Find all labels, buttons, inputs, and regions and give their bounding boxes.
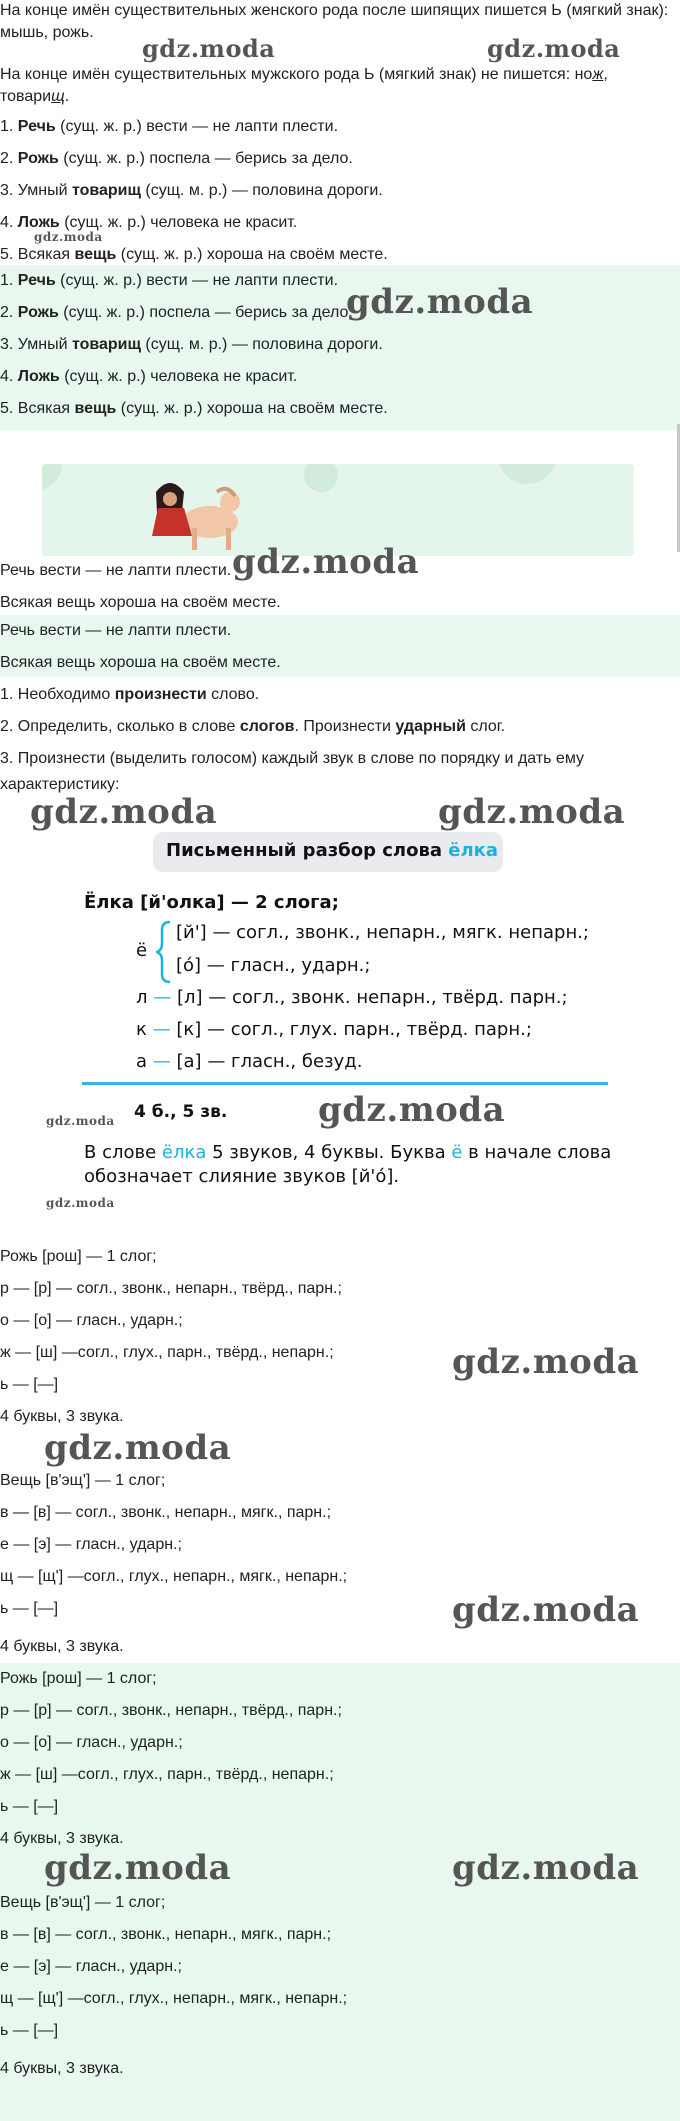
sound-row: [й'] — согл., звонк., непарн., мягк. непарн.; [176, 922, 589, 943]
analysis-head: Рожь [рош] — 1 слог; [0, 1248, 157, 1265]
divider [82, 1082, 608, 1085]
proverb-item: 3. Умный товарищ (сущ. м. р.) — половина дороги. [0, 182, 383, 199]
analysis-row: ь — [—] [0, 1600, 59, 1617]
analysis-row: ь — [—] [0, 2022, 59, 2039]
step-3: 3. Произнести (выделить голосом) каждый звук в слове по порядку и дать ему [0, 750, 585, 767]
word-syllables: Ёлка [й'олка] — 2 слога; [84, 892, 339, 913]
proverb-item: 1. Речь (сущ. ж. р.) вести — не лапти плести. [0, 118, 339, 135]
decor-circle [497, 464, 557, 484]
rule-paragraph-1: На конце имён существительных женского рода после шипящих пишется Ь (мягкий знак): мышь, рожь. [0, 2, 669, 41]
proverb-item: 2. Рожь (сущ. ж. р.) поспела — берись за дело. [0, 150, 353, 167]
step-2: 2. Определить, сколько в слове слогов. Произнести ударный слог. [0, 718, 506, 735]
analysis-row: ж — [ш] —согл., глух., парн., твёрд., непарн.; [0, 1766, 334, 1783]
sound-row: а — [а] — гласн., безуд. [136, 1051, 363, 1072]
analysis-count: 4 буквы, 3 звука. [0, 1830, 124, 1847]
step-1: 1. Необходимо произнести слово. [0, 686, 260, 703]
diagram-title: Письменный разбор слова ёлка [166, 840, 499, 861]
analysis-row: в — [в] — согл., звонк., непарн., мягк., парн.; [0, 1926, 332, 1943]
analysis-count: 4 буквы, 3 звука. [0, 1638, 124, 1655]
watermark-logo: gdz.moda [452, 1590, 640, 1630]
copy-line-1: Речь вести — не лапти плести. [0, 562, 232, 579]
watermark-logo: gdz.moda [44, 1848, 232, 1888]
proverb-item: 5. Всякая вещь (сущ. ж. р.) хороша на своём месте. [0, 400, 388, 417]
analysis-row: е — [э] — гласн., ударн.; [0, 1958, 182, 1975]
rule-text: , товари [0, 66, 608, 105]
analysis-row: е — [э] — гласн., ударн.; [0, 1536, 182, 1553]
decor-circle [304, 464, 338, 492]
rule-underlined-letter: ж [592, 66, 604, 83]
sound-row: л — [л] — согл., звонк. непарн., твёрд. парн.; [136, 987, 568, 1008]
watermark-logo: gdz.moda [318, 1090, 506, 1130]
analysis-row: о — [о] — гласн., ударн.; [0, 1734, 183, 1751]
watermark-logo: gdz.moda [34, 230, 103, 244]
analysis-head: Вещь [в'эщ'] — 1 слог; [0, 1894, 166, 1911]
step-3-cont: характеристику: [0, 776, 120, 793]
analysis-row: о — [о] — гласн., ударн.; [0, 1312, 183, 1329]
analysis-row: щ — [щ'] —согл., глух., непарн., мягк., непарн.; [0, 1990, 348, 2007]
sound-row: [о́] — гласн., ударн.; [176, 955, 371, 976]
analysis-head: Вещь [в'эщ'] — 1 слог; [0, 1472, 166, 1489]
watermark-logo: gdz.moda [232, 542, 420, 582]
proverb-item: 2. Рожь (сущ. ж. р.) поспела — берись за дело. [0, 304, 353, 321]
analysis-row: в — [в] — согл., звонк., непарн., мягк., парн.; [0, 1504, 332, 1521]
copy-line-2: Всякая вещь хороша на своём месте. [0, 654, 281, 671]
proverb-item: 4. Ложь (сущ. ж. р.) человека не красит. [0, 368, 298, 385]
analysis-row: ь — [—] [0, 1376, 59, 1393]
rule-text: На конце имён существительных мужского рода Ь (мягкий знак) не пишется: но [0, 66, 593, 83]
watermark-logo: gdz.moda [452, 1342, 640, 1382]
copy-line-1: Речь вести — не лапти плести. [0, 622, 232, 639]
watermark-logo: gdz.moda [142, 34, 276, 63]
proverb-item: 5. Всякая вещь (сущ. ж. р.) хороша на своём месте. [0, 246, 388, 263]
analysis-row: ь — [—] [0, 1798, 59, 1815]
proverb-item: 3. Умный товарищ (сущ. м. р.) — половина дороги. [0, 336, 383, 353]
watermark-logo: gdz.moda [487, 34, 621, 63]
watermark-logo: gdz.moda [452, 1848, 640, 1888]
letters-sounds-count: 4 б., 5 зв. [134, 1102, 228, 1122]
rule-underlined-letter: щ [51, 88, 65, 105]
sound-row: к — [к] — согл., глух. парн., твёрд. парн.; [136, 1019, 532, 1040]
watermark-logo: gdz.moda [30, 792, 218, 832]
analysis-row: щ — [щ'] —согл., глух., непарн., мягк., непарн.; [0, 1568, 348, 1585]
decor-circle [42, 464, 62, 490]
summary-line-2: обозначает слияние звуков [й'о́]. [84, 1166, 400, 1187]
proverb-item: 1. Речь (сущ. ж. р.) вести — не лапти плести. [0, 272, 339, 289]
watermark-logo: gdz.moda [438, 792, 626, 832]
brace-icon [156, 920, 172, 984]
analysis-row: р — [р] — согл., звонк., непарн., твёрд., парн.; [0, 1280, 342, 1297]
rule-text: . [64, 88, 70, 105]
letter-e: ё [136, 940, 148, 961]
watermark-logo: gdz.moda [46, 1196, 115, 1210]
watermark-logo: gdz.moda [44, 1428, 232, 1468]
analysis-count: 4 буквы, 3 звука. [0, 1408, 124, 1425]
copy-line-2: Всякая вещь хороша на своём месте. [0, 594, 281, 611]
proverb-item: 4. Ложь (сущ. ж. р.) человека не красит. [0, 214, 298, 231]
analysis-count: 4 буквы, 3 звука. [0, 2060, 124, 2077]
analysis-head: Рожь [рош] — 1 слог; [0, 1670, 157, 1687]
watermark-logo: gdz.moda [46, 1114, 115, 1128]
rule-paragraph-2 [0, 64, 670, 108]
watermark-logo: gdz.moda [346, 282, 534, 322]
analysis-row: р — [р] — согл., звонк., непарн., твёрд., парн.; [0, 1702, 342, 1719]
analysis-row: ж — [ш] —согл., глух., парн., твёрд., непарн.; [0, 1344, 334, 1361]
summary-line-1: В слове ёлка 5 звуков, 4 буквы. Буква ё в начале слова [84, 1142, 612, 1163]
